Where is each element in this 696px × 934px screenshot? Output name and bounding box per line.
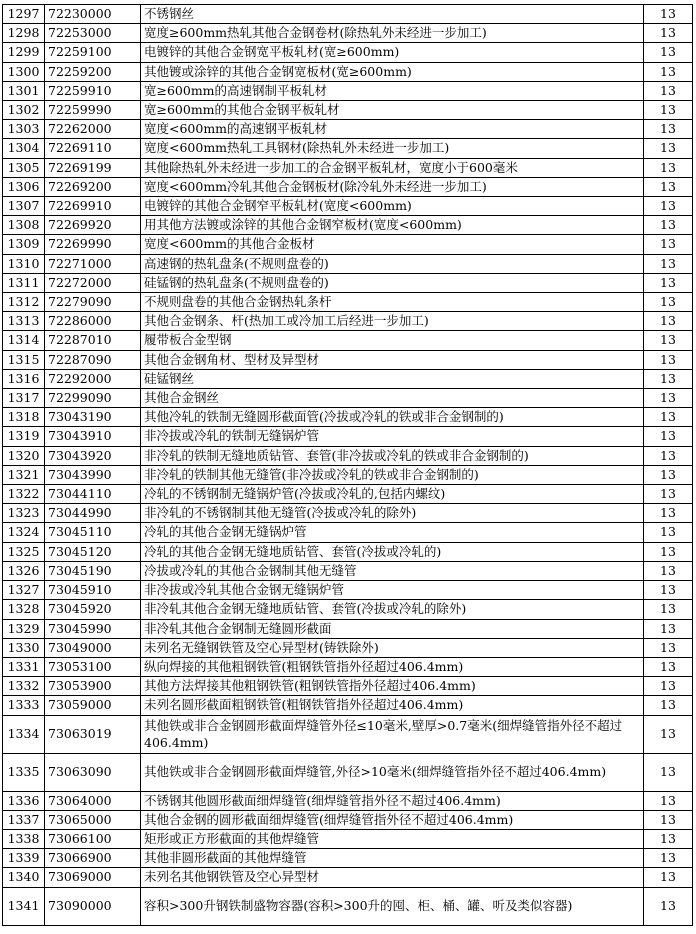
row-number-cell: 1338 bbox=[3, 829, 45, 848]
table-row bbox=[3, 619, 693, 638]
description-cell: 未列名其他钢铁管及空心异型材 bbox=[141, 868, 644, 887]
commodity-code-cell: 73043190 bbox=[45, 408, 141, 427]
commodity-code-cell: 73044110 bbox=[45, 485, 141, 504]
commodity-code-cell: 72259100 bbox=[45, 43, 141, 62]
rate-cell: 13 bbox=[644, 638, 693, 657]
commodity-code-cell: 73045110 bbox=[45, 523, 141, 542]
commodity-code-cell: 72259910 bbox=[45, 81, 141, 100]
commodity-code-cell: 72269200 bbox=[45, 177, 141, 196]
description-cell: 不规则盘卷的其他合金钢热轧条杆 bbox=[141, 293, 644, 312]
table-row bbox=[3, 235, 693, 254]
description-cell: 非冷轧的铁制其他无缝管(非冷拔或冷轧的铁或非合金钢制的) bbox=[141, 465, 644, 484]
description-cell: 宽≥600mm的其他合金钢平板轧材 bbox=[141, 101, 644, 120]
row-number-cell: 1321 bbox=[3, 465, 45, 484]
table-row bbox=[3, 81, 693, 100]
table-row bbox=[3, 350, 693, 369]
commodity-code-cell: 73063090 bbox=[45, 753, 141, 791]
rate-cell: 13 bbox=[644, 523, 693, 542]
description-cell: 冷拔或冷轧的其他合金钢制其他无缝管 bbox=[141, 561, 644, 580]
row-number-cell: 1316 bbox=[3, 369, 45, 388]
commodity-code-cell: 72269910 bbox=[45, 197, 141, 216]
table-row bbox=[3, 581, 693, 600]
commodity-code-cell: 73044990 bbox=[45, 504, 141, 523]
commodity-code-cell: 73066100 bbox=[45, 829, 141, 848]
table-row bbox=[3, 331, 693, 350]
commodity-code-cell: 73045190 bbox=[45, 561, 141, 580]
table-row bbox=[3, 139, 693, 158]
description-cell: 硅锰钢丝 bbox=[141, 369, 644, 388]
description-cell: 非冷轧其他合金钢无缝地质钻管、套管(冷拔或冷轧的除外) bbox=[141, 600, 644, 619]
rate-cell: 13 bbox=[644, 312, 693, 331]
row-number-cell: 1309 bbox=[3, 235, 45, 254]
rate-cell: 13 bbox=[644, 849, 693, 868]
table-row bbox=[3, 677, 693, 696]
row-number-cell: 1332 bbox=[3, 677, 45, 696]
row-number-cell: 1335 bbox=[3, 753, 45, 791]
row-number-cell: 1317 bbox=[3, 389, 45, 408]
rate-cell: 13 bbox=[644, 5, 693, 24]
table-row bbox=[3, 542, 693, 561]
commodity-code-cell: 73045920 bbox=[45, 600, 141, 619]
description-cell: 纵向焊接的其他粗钢铁管(粗钢铁管指外径超过406.4mm) bbox=[141, 657, 644, 676]
rate-cell: 13 bbox=[644, 197, 693, 216]
rate-cell: 13 bbox=[644, 753, 693, 791]
description-cell: 冷轧的不锈钢制无缝锅炉管(冷拔或冷轧的,包括内螺纹) bbox=[141, 485, 644, 504]
description-cell: 其他方法焊接其他粗钢铁管(粗钢铁管指外径超过406.4mm) bbox=[141, 677, 644, 696]
rate-cell: 13 bbox=[644, 216, 693, 235]
commodity-code-cell: 72269110 bbox=[45, 139, 141, 158]
row-number-cell: 1336 bbox=[3, 791, 45, 810]
table-row bbox=[3, 638, 693, 657]
description-cell: 高速钢的热轧盘条(不规则盘卷的) bbox=[141, 254, 644, 273]
row-number-cell: 1333 bbox=[3, 696, 45, 715]
table-row bbox=[3, 389, 693, 408]
commodity-code-cell: 72253000 bbox=[45, 24, 141, 43]
row-number-cell: 1311 bbox=[3, 273, 45, 292]
description-cell: 不锈钢其他圆形截面细焊缝管(细焊缝管指外径不超过406.4mm) bbox=[141, 791, 644, 810]
row-number-cell: 1305 bbox=[3, 158, 45, 177]
row-number-cell: 1308 bbox=[3, 216, 45, 235]
rate-cell: 13 bbox=[644, 158, 693, 177]
row-number-cell: 1339 bbox=[3, 849, 45, 868]
row-number-cell: 1306 bbox=[3, 177, 45, 196]
description-cell: 矩形或正方形截面的其他焊缝管 bbox=[141, 829, 644, 848]
rate-cell: 13 bbox=[644, 887, 693, 925]
rate-cell: 13 bbox=[644, 235, 693, 254]
row-number-cell: 1319 bbox=[3, 427, 45, 446]
table-row bbox=[3, 849, 693, 868]
row-number-cell: 1297 bbox=[3, 5, 45, 24]
rate-cell: 13 bbox=[644, 273, 693, 292]
rate-cell: 13 bbox=[644, 139, 693, 158]
row-number-cell: 1310 bbox=[3, 254, 45, 273]
commodity-code-cell: 72287090 bbox=[45, 350, 141, 369]
commodity-code-cell: 73090000 bbox=[45, 887, 141, 925]
description-cell: 冷轧的其他合金钢无缝锅炉管 bbox=[141, 523, 644, 542]
commodity-code-cell: 72271000 bbox=[45, 254, 141, 273]
row-number-cell: 1302 bbox=[3, 101, 45, 120]
table-row bbox=[3, 791, 693, 810]
table-row bbox=[3, 158, 693, 177]
rate-cell: 13 bbox=[644, 369, 693, 388]
table-row bbox=[3, 696, 693, 715]
rate-cell: 13 bbox=[644, 485, 693, 504]
description-cell: 非冷轧的不锈钢制其他无缝管(冷拔或冷轧的除外) bbox=[141, 504, 644, 523]
description-cell: 不锈钢丝 bbox=[141, 5, 644, 24]
rate-cell: 13 bbox=[644, 62, 693, 81]
row-number-cell: 1301 bbox=[3, 81, 45, 100]
row-number-cell: 1318 bbox=[3, 408, 45, 427]
tariff-table bbox=[2, 4, 693, 926]
table-row bbox=[3, 312, 693, 331]
table-row bbox=[3, 561, 693, 580]
rate-cell: 13 bbox=[644, 254, 693, 273]
description-cell: 其他除热轧外未经进一步加工的合金钢平板轧材，宽度小于600毫米 bbox=[141, 158, 644, 177]
description-cell: 其他合金钢的圆形截面细焊缝管(细焊缝管指外径不超过406.4mm) bbox=[141, 810, 644, 829]
table-row bbox=[3, 504, 693, 523]
description-cell: 非冷轧其他合金钢制无缝圆形截面 bbox=[141, 619, 644, 638]
commodity-code-cell: 73045910 bbox=[45, 581, 141, 600]
commodity-code-cell: 73045120 bbox=[45, 542, 141, 561]
rate-cell: 13 bbox=[644, 696, 693, 715]
rate-cell: 13 bbox=[644, 581, 693, 600]
rate-cell: 13 bbox=[644, 446, 693, 465]
row-number-cell: 1314 bbox=[3, 331, 45, 350]
description-cell: 容积>300升钢铁制盛物容器(容积>300升的囤、柜、桶、罐、听及类似容器) bbox=[141, 887, 644, 925]
row-number-cell: 1304 bbox=[3, 139, 45, 158]
commodity-code-cell: 73053100 bbox=[45, 657, 141, 676]
row-number-cell: 1315 bbox=[3, 350, 45, 369]
row-number-cell: 1328 bbox=[3, 600, 45, 619]
description-cell: 其他铁或非合金钢圆形截面焊缝管,外径>10毫米(细焊缝管指外径不超过406.4mm) bbox=[141, 753, 644, 791]
row-number-cell: 1325 bbox=[3, 542, 45, 561]
table-row bbox=[3, 197, 693, 216]
rate-cell: 13 bbox=[644, 465, 693, 484]
rate-cell: 13 bbox=[644, 81, 693, 100]
description-cell: 未列名圆形截面粗钢铁管(粗钢铁管指外径超过406.4mm) bbox=[141, 696, 644, 715]
rate-cell: 13 bbox=[644, 408, 693, 427]
description-cell: 履带板合金型钢 bbox=[141, 331, 644, 350]
commodity-code-cell: 73053900 bbox=[45, 677, 141, 696]
description-cell: 非冷拔或冷轧其他合金钢无缝锅炉管 bbox=[141, 581, 644, 600]
commodity-code-cell: 72286000 bbox=[45, 312, 141, 331]
row-number-cell: 1324 bbox=[3, 523, 45, 542]
table-row bbox=[3, 715, 693, 753]
commodity-code-cell: 73043990 bbox=[45, 465, 141, 484]
description-cell: 宽度<600mm的其他合金板材 bbox=[141, 235, 644, 254]
commodity-code-cell: 72269990 bbox=[45, 235, 141, 254]
row-number-cell: 1341 bbox=[3, 887, 45, 925]
commodity-code-cell: 73043910 bbox=[45, 427, 141, 446]
rate-cell: 13 bbox=[644, 389, 693, 408]
table-row bbox=[3, 485, 693, 504]
commodity-code-cell: 72230000 bbox=[45, 5, 141, 24]
table-row bbox=[3, 408, 693, 427]
commodity-code-cell: 73045990 bbox=[45, 619, 141, 638]
commodity-code-cell: 72287010 bbox=[45, 331, 141, 350]
description-cell: 非冷拔或冷轧的铁制无缝锅炉管 bbox=[141, 427, 644, 446]
rate-cell: 13 bbox=[644, 619, 693, 638]
table-row bbox=[3, 273, 693, 292]
rate-cell: 13 bbox=[644, 350, 693, 369]
row-number-cell: 1298 bbox=[3, 24, 45, 43]
description-cell: 宽度≥600mm热轧其他合金钢卷材(除热轧外未经进一步加工) bbox=[141, 24, 644, 43]
rate-cell: 13 bbox=[644, 677, 693, 696]
row-number-cell: 1303 bbox=[3, 120, 45, 139]
table-row bbox=[3, 427, 693, 446]
table-row bbox=[3, 868, 693, 887]
description-cell: 宽度<600mm的高速钢平板轧材 bbox=[141, 120, 644, 139]
description-cell: 硅锰钢的热轧盘条(不规则盘卷的) bbox=[141, 273, 644, 292]
commodity-code-cell: 73066900 bbox=[45, 849, 141, 868]
table-row bbox=[3, 887, 693, 925]
commodity-code-cell: 72259200 bbox=[45, 62, 141, 81]
row-number-cell: 1326 bbox=[3, 561, 45, 580]
commodity-code-cell: 73069000 bbox=[45, 868, 141, 887]
description-cell: 未列名无缝钢铁管及空心异型材(铸铁除外) bbox=[141, 638, 644, 657]
row-number-cell: 1320 bbox=[3, 446, 45, 465]
table-row bbox=[3, 43, 693, 62]
row-number-cell: 1323 bbox=[3, 504, 45, 523]
row-number-cell: 1313 bbox=[3, 312, 45, 331]
description-cell: 宽≥600mm的高速钢制平板轧材 bbox=[141, 81, 644, 100]
description-cell: 其他冷轧的铁制无缝圆形截面管(冷拔或冷轧的铁或非合金钢制的) bbox=[141, 408, 644, 427]
table-row bbox=[3, 810, 693, 829]
commodity-code-cell: 73043920 bbox=[45, 446, 141, 465]
rate-cell: 13 bbox=[644, 24, 693, 43]
commodity-code-cell: 72279090 bbox=[45, 293, 141, 312]
rate-cell: 13 bbox=[644, 331, 693, 350]
row-number-cell: 1327 bbox=[3, 581, 45, 600]
table-row bbox=[3, 657, 693, 676]
description-cell: 其他合金钢丝 bbox=[141, 389, 644, 408]
description-cell: 电镀锌的其他合金钢宽平板轧材(宽≥600mm) bbox=[141, 43, 644, 62]
rate-cell: 13 bbox=[644, 715, 693, 753]
table-row bbox=[3, 600, 693, 619]
table-row bbox=[3, 369, 693, 388]
row-number-cell: 1334 bbox=[3, 715, 45, 753]
commodity-code-cell: 72269920 bbox=[45, 216, 141, 235]
description-cell: 宽度<600mm冷轧其他合金钢板材(除冷轧外未经进一步加工) bbox=[141, 177, 644, 196]
table-row bbox=[3, 293, 693, 312]
table-row bbox=[3, 446, 693, 465]
rate-cell: 13 bbox=[644, 600, 693, 619]
rate-cell: 13 bbox=[644, 427, 693, 446]
table-row bbox=[3, 465, 693, 484]
description-cell: 其他镀或涂锌的其他合金钢宽板材(宽≥600mm) bbox=[141, 62, 644, 81]
rate-cell: 13 bbox=[644, 542, 693, 561]
table-row bbox=[3, 62, 693, 81]
rate-cell: 13 bbox=[644, 504, 693, 523]
commodity-code-cell: 73063019 bbox=[45, 715, 141, 753]
table-row bbox=[3, 523, 693, 542]
row-number-cell: 1331 bbox=[3, 657, 45, 676]
table-row bbox=[3, 216, 693, 235]
row-number-cell: 1337 bbox=[3, 810, 45, 829]
table-row bbox=[3, 24, 693, 43]
table-row bbox=[3, 120, 693, 139]
rate-cell: 13 bbox=[644, 868, 693, 887]
rate-cell: 13 bbox=[644, 561, 693, 580]
commodity-code-cell: 73059000 bbox=[45, 696, 141, 715]
rate-cell: 13 bbox=[644, 43, 693, 62]
commodity-code-cell: 72299090 bbox=[45, 389, 141, 408]
rate-cell: 13 bbox=[644, 791, 693, 810]
description-cell: 其他铁或非合金钢圆形截面焊缝管外径≤10毫米,壁厚>0.7毫米(细焊缝管指外径不超过406.4mm) bbox=[141, 715, 644, 753]
row-number-cell: 1300 bbox=[3, 62, 45, 81]
row-number-cell: 1330 bbox=[3, 638, 45, 657]
rate-cell: 13 bbox=[644, 657, 693, 676]
commodity-code-cell: 72259990 bbox=[45, 101, 141, 120]
rate-cell: 13 bbox=[644, 101, 693, 120]
description-cell: 其他非圆形截面的其他焊缝管 bbox=[141, 849, 644, 868]
description-cell: 电镀锌的其他合金钢窄平板轧材(宽度<600mm) bbox=[141, 197, 644, 216]
row-number-cell: 1307 bbox=[3, 197, 45, 216]
rate-cell: 13 bbox=[644, 810, 693, 829]
commodity-code-cell: 72269199 bbox=[45, 158, 141, 177]
commodity-code-cell: 72262000 bbox=[45, 120, 141, 139]
rate-cell: 13 bbox=[644, 177, 693, 196]
rate-cell: 13 bbox=[644, 293, 693, 312]
commodity-code-cell: 73065000 bbox=[45, 810, 141, 829]
row-number-cell: 1299 bbox=[3, 43, 45, 62]
tariff-table-body bbox=[3, 5, 693, 926]
row-number-cell: 1329 bbox=[3, 619, 45, 638]
rate-cell: 13 bbox=[644, 829, 693, 848]
commodity-code-cell: 72272000 bbox=[45, 273, 141, 292]
table-row bbox=[3, 254, 693, 273]
commodity-code-cell: 73064000 bbox=[45, 791, 141, 810]
description-cell: 其他合金钢条、杆(热加工或冷加工后经进一步加工) bbox=[141, 312, 644, 331]
table-row bbox=[3, 753, 693, 791]
table-row bbox=[3, 829, 693, 848]
description-cell: 用其他方法镀或涂锌的其他合金钢窄板材(宽度<600mm) bbox=[141, 216, 644, 235]
commodity-code-cell: 72292000 bbox=[45, 369, 141, 388]
rate-cell: 13 bbox=[644, 120, 693, 139]
row-number-cell: 1312 bbox=[3, 293, 45, 312]
description-cell: 其他合金钢角材、型材及异型材 bbox=[141, 350, 644, 369]
row-number-cell: 1340 bbox=[3, 868, 45, 887]
commodity-code-cell: 73049000 bbox=[45, 638, 141, 657]
row-number-cell: 1322 bbox=[3, 485, 45, 504]
description-cell: 宽度<600mm热轧工具钢材(除热轧外未经进一步加工) bbox=[141, 139, 644, 158]
table-row bbox=[3, 5, 693, 24]
description-cell: 非冷轧的铁制无缝地质钻管、套管(非冷拔或冷轧的铁或非合金钢制的) bbox=[141, 446, 644, 465]
table-row bbox=[3, 177, 693, 196]
description-cell: 冷轧的其他合金钢无缝地质钻管、套管(冷拔或冷轧的) bbox=[141, 542, 644, 561]
table-row bbox=[3, 101, 693, 120]
